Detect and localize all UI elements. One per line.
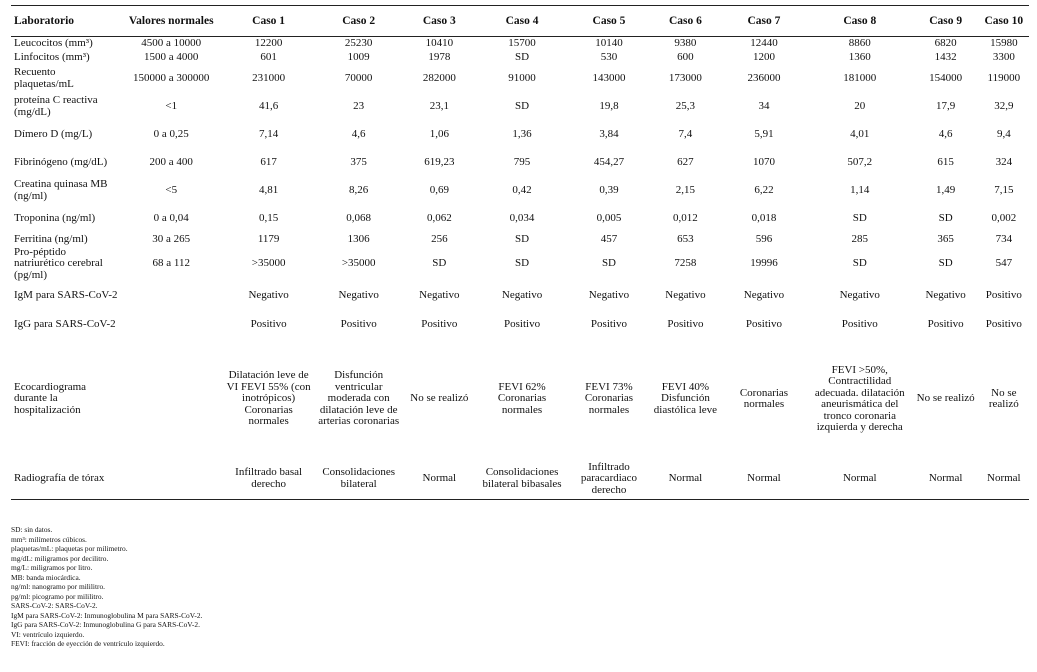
table-cell: 119000 [987, 71, 1021, 84]
table-cell: 547 [995, 257, 1013, 269]
table-row [11, 177, 1029, 205]
table-row [11, 459, 1029, 499]
footnote: mg/dL: miligramos por decilitro. [11, 553, 109, 563]
table-cell: 627 [677, 155, 694, 168]
footnote: ng/ml: nanogramo por mililitro. [11, 582, 106, 591]
table-cell: Negativo [925, 289, 966, 302]
lab-results-table [11, 5, 1029, 500]
row-label: Leucocitos (mm³) [14, 37, 93, 49]
row-label: Pro-péptido natriurético cerebral (pg/ml) [14, 245, 103, 281]
table-cell: SD [432, 257, 447, 269]
column-header: Caso 6 [668, 15, 702, 27]
table-cell: 0,42 [512, 183, 532, 196]
table-cell: 285 [851, 232, 869, 245]
table-cell: 7,14 [258, 127, 279, 140]
column-header: Caso 1 [252, 15, 286, 27]
table-cell: 0,005 [596, 211, 622, 224]
table-cell: 0,15 [258, 211, 279, 224]
table-cell: Disfunción ventricular moderada con dilatación leve de arterias coronarias [318, 369, 400, 428]
table-cell: Normal [842, 472, 877, 484]
table-row [11, 205, 1029, 233]
table-row [11, 247, 1029, 282]
table-cell: Negativo [743, 289, 785, 302]
row-label: proteína C reactiva (mg/dL) [14, 94, 98, 118]
row-label: Linfocitos (mm³) [14, 50, 90, 63]
header-row [11, 6, 1029, 37]
row-label: Ferritina (ng/ml) [14, 232, 88, 245]
table-cell: 1200 [752, 50, 775, 63]
column-header: Caso 9 [929, 15, 963, 27]
table-cell: 2,15 [675, 183, 696, 196]
table-cell: 375 [350, 155, 367, 168]
table-row [11, 37, 1029, 51]
table-cell: No se realizó [916, 392, 975, 405]
table-cell: SD [938, 257, 953, 269]
table-cell: 7,15 [994, 183, 1014, 196]
table-cell: 150000 a 300000 [133, 71, 210, 84]
table-cell: No se realizó [410, 392, 469, 405]
table-cell: 8,26 [349, 183, 369, 196]
table-cell: 1179 [257, 232, 280, 245]
table-cell: Normal [422, 472, 457, 484]
table-cell: Positivo [927, 318, 964, 331]
table-cell: 15980 [990, 37, 1018, 49]
footnote: FEVI: fracción de eyección de ventrículo izquierdo. [11, 639, 165, 648]
footnote: VI: ventrículo izquierdo. [11, 629, 85, 639]
table-row [11, 121, 1029, 149]
table-cell: 23 [353, 99, 365, 112]
table-cell: 4,6 [351, 127, 366, 140]
table-cell: 4,01 [850, 127, 870, 140]
table-cell: 19,8 [599, 99, 619, 112]
table-cell [120, 339, 223, 459]
column-header: Caso 10 [984, 15, 1024, 27]
table-cell: Coronarias normales [739, 386, 789, 410]
table-cell: SD [515, 50, 530, 63]
table-cell: 0,69 [429, 183, 449, 196]
column-header: Valores normales [128, 15, 214, 27]
table-cell: 1500 a 4000 [144, 50, 199, 63]
row-label: Creatina quinasa MB (ng/ml) [14, 178, 108, 202]
table-cell: 0,018 [751, 211, 777, 224]
table-cell: 1070 [752, 155, 775, 168]
table-cell: SD [515, 232, 530, 245]
table-cell: 154000 [929, 71, 963, 84]
table-row [11, 311, 1029, 339]
table-cell: 6,22 [754, 183, 774, 196]
footnote: plaquetas/mL: plaquetas por milimetro. [11, 544, 128, 553]
table-cell: >35000 [341, 257, 376, 269]
table-cell: Consolidaciones bilateral [322, 466, 396, 490]
column-header: Caso 3 [422, 15, 456, 27]
table-cell: 3,84 [599, 127, 619, 140]
table-cell: Negativo [501, 289, 543, 302]
table-cell: 256 [431, 232, 448, 245]
table-cell: Positivo [985, 318, 1022, 331]
table-cell: 6820 [934, 37, 957, 49]
table-cell: 8860 [848, 37, 871, 49]
table-cell: 734 [995, 232, 1013, 245]
table-cell: 15700 [508, 37, 536, 49]
table-cell: FEVI 62% Coronarias normales [497, 380, 547, 416]
table-cell: 1,06 [429, 127, 449, 140]
row-label: Fibrinógeno (mg/dL) [14, 155, 108, 168]
table-cell [120, 459, 223, 499]
table-cell: Infiltrado basal derecho [235, 466, 303, 490]
table-row [11, 93, 1029, 121]
table-cell: Normal [668, 472, 703, 484]
table-cell: 9,4 [996, 127, 1011, 140]
table-cell: SD [938, 211, 953, 224]
table-cell: >35000 [251, 257, 286, 269]
table-cell: FEVI 40% Disfunción diastólica leve [653, 380, 718, 416]
table-cell: 1306 [347, 232, 370, 245]
table-cell [120, 311, 223, 339]
table-cell: 0 a 0,25 [153, 127, 189, 140]
table-cell: 236000 [747, 71, 781, 84]
table-cell: Normal [928, 472, 963, 484]
table-cell: 91000 [508, 71, 536, 84]
table-cell: Positivo [250, 318, 287, 331]
row-label: Radiografía de tórax [14, 472, 105, 484]
table-cell: Positivo [841, 318, 878, 331]
table-cell: 68 a 112 [152, 257, 190, 269]
footnotes [11, 525, 202, 649]
table-cell: 1009 [347, 50, 370, 63]
table-cell: 1360 [848, 50, 871, 63]
table-cell: 0,062 [426, 211, 452, 224]
footnote: pg/ml: picogramo por mililitro. [11, 591, 104, 601]
table-cell: SD [515, 99, 530, 112]
footnote: mg/L: miligramos por litro. [11, 563, 93, 572]
footnote: IgG para SARS-CoV-2: Inmunoglobulina G para SARS-CoV-2. [11, 620, 200, 629]
row-label: Troponina (ng/ml) [14, 211, 96, 224]
table-cell: Negativo [588, 289, 630, 302]
table-cell: 32,9 [994, 99, 1014, 112]
table-row [11, 339, 1029, 459]
table-cell: 1,49 [936, 183, 956, 196]
table-cell: 1,14 [850, 183, 870, 196]
footnote: mm³: milímetros cúbicos. [11, 534, 87, 544]
table-cell: <1 [165, 99, 178, 112]
table-cell: Negativo [248, 289, 289, 302]
table-row [11, 51, 1029, 65]
row-label: Ecocardiograma durante la hospitalización [14, 380, 87, 416]
table-cell: 30 a 265 [152, 232, 191, 245]
table-row [11, 65, 1029, 93]
table-cell: 454,27 [593, 155, 625, 168]
table-cell: 365 [937, 232, 954, 245]
table-cell: 0,034 [509, 211, 535, 224]
table-cell: Positivo [590, 318, 627, 331]
table-cell: 457 [600, 232, 618, 245]
row-label: IgM para SARS-CoV-2 [14, 289, 118, 302]
column-header: Caso 8 [843, 15, 877, 27]
table-cell: 173000 [668, 71, 702, 84]
table-cell: Negativo [338, 289, 379, 302]
row-label: Recuento plaquetas/mL [14, 66, 74, 90]
table-cell: Dilatación leve de VI FEVI 55% (con inotrópicos) Coronarias normales [226, 369, 311, 428]
table-cell: 0 a 0,04 [153, 211, 189, 224]
table-cell: 617 [260, 155, 277, 168]
table-cell: Positivo [745, 318, 782, 331]
table-cell: 0,012 [673, 211, 698, 224]
table-cell: 20 [854, 99, 866, 112]
table-row [11, 233, 1029, 247]
table-cell: 25,3 [675, 99, 696, 112]
column-header: Caso 7 [747, 15, 781, 27]
table-cell: 9380 [674, 37, 697, 49]
table-cell: Positivo [504, 318, 541, 331]
table-cell: Normal [747, 472, 781, 484]
table-cell: 0,002 [991, 211, 1017, 224]
table-cell: 7258 [674, 257, 697, 269]
table-cell: Consolidaciones bilateral bibasales [482, 466, 562, 490]
table-cell: 530 [600, 50, 618, 63]
table-cell: Negativo [665, 289, 706, 302]
table-cell: SD [852, 257, 867, 269]
table-cell: 5,91 [754, 127, 774, 140]
table-cell: Positivo [421, 318, 458, 331]
table-row [11, 281, 1029, 311]
column-header: Caso 4 [505, 15, 539, 27]
table-cell: Negativo [839, 289, 880, 302]
table-cell: 41,6 [258, 99, 279, 112]
table-cell: 795 [513, 155, 531, 168]
table-cell: 596 [755, 232, 773, 245]
table-cell: <5 [165, 183, 178, 196]
table-cell: 200 a 400 [149, 155, 193, 168]
table-cell: 12200 [254, 37, 283, 49]
table-cell: Normal [987, 472, 1021, 484]
table-cell: 70000 [344, 71, 373, 84]
table-cell: FEVI 73% Coronarias normales [584, 380, 634, 416]
table-cell: 4500 a 10000 [141, 37, 202, 49]
footnote: IgM para SARS-CoV-2: Inmunoglobulina M para SARS-CoV-2. [11, 610, 203, 620]
table-cell: SD [852, 211, 867, 224]
table-row [11, 149, 1029, 177]
table-cell: 10410 [425, 37, 454, 49]
table-cell: 181000 [843, 71, 877, 84]
footnote: SD: sin datos. [11, 525, 53, 534]
table-cell: Negativo [419, 289, 460, 302]
table-cell: 17,9 [936, 99, 956, 112]
table-cell: 3300 [992, 50, 1015, 63]
table-cell: 619,23 [424, 155, 455, 168]
column-header: Laboratorio [14, 15, 75, 27]
table-cell: 34 [758, 99, 770, 112]
row-label: IgG para SARS-CoV-2 [14, 318, 116, 331]
table-cell: Positivo [340, 318, 377, 331]
table-cell: 143000 [592, 71, 626, 84]
row-label: Dímero D (mg/L) [14, 127, 93, 140]
table-cell: 282000 [422, 71, 456, 84]
table-cell: SD [601, 257, 616, 269]
table-body [11, 37, 1029, 500]
table-cell: 7,4 [678, 127, 693, 140]
table-cell: 601 [260, 50, 277, 63]
table-cell: 600 [677, 50, 694, 63]
table-cell: Positivo [667, 318, 704, 331]
table-cell: 1432 [934, 50, 957, 63]
table-cell: 615 [937, 155, 954, 168]
table-cell: 12440 [750, 37, 778, 49]
footnote: SARS-CoV-2: SARS-CoV-2. [11, 601, 98, 610]
table-cell: Positivo [985, 289, 1022, 302]
table-cell: 324 [995, 155, 1013, 168]
table-cell: 4,81 [258, 183, 279, 196]
table-cell: 1,36 [512, 127, 532, 140]
footnote: MB: banda miocárdica. [11, 572, 81, 582]
table-cell: FEVI >50%, Contractilidad adecuada. dilatación aneurismática del tronco coronaria izquierda y derecha [814, 363, 905, 433]
table-cell: 23,1 [429, 99, 449, 112]
table-cell [120, 281, 223, 311]
column-header: Caso 5 [592, 15, 626, 27]
table-cell: 19996 [750, 257, 778, 269]
table-cell: 0,068 [346, 211, 372, 224]
table-cell: 0,39 [599, 183, 619, 196]
column-header: Caso 2 [342, 15, 376, 27]
table-cell: No se realizó [988, 386, 1019, 410]
table-cell: 1978 [428, 50, 451, 63]
table-cell: SD [515, 257, 530, 269]
table-cell: Infiltrado paracardiaco derecho [580, 460, 638, 496]
table-cell: 25230 [344, 37, 373, 49]
table-cell: 653 [677, 232, 694, 245]
table-cell: 10140 [595, 37, 623, 49]
table-cell: 4,6 [938, 127, 953, 140]
table-cell: 231000 [252, 71, 286, 84]
table-cell: 507,2 [847, 155, 873, 168]
